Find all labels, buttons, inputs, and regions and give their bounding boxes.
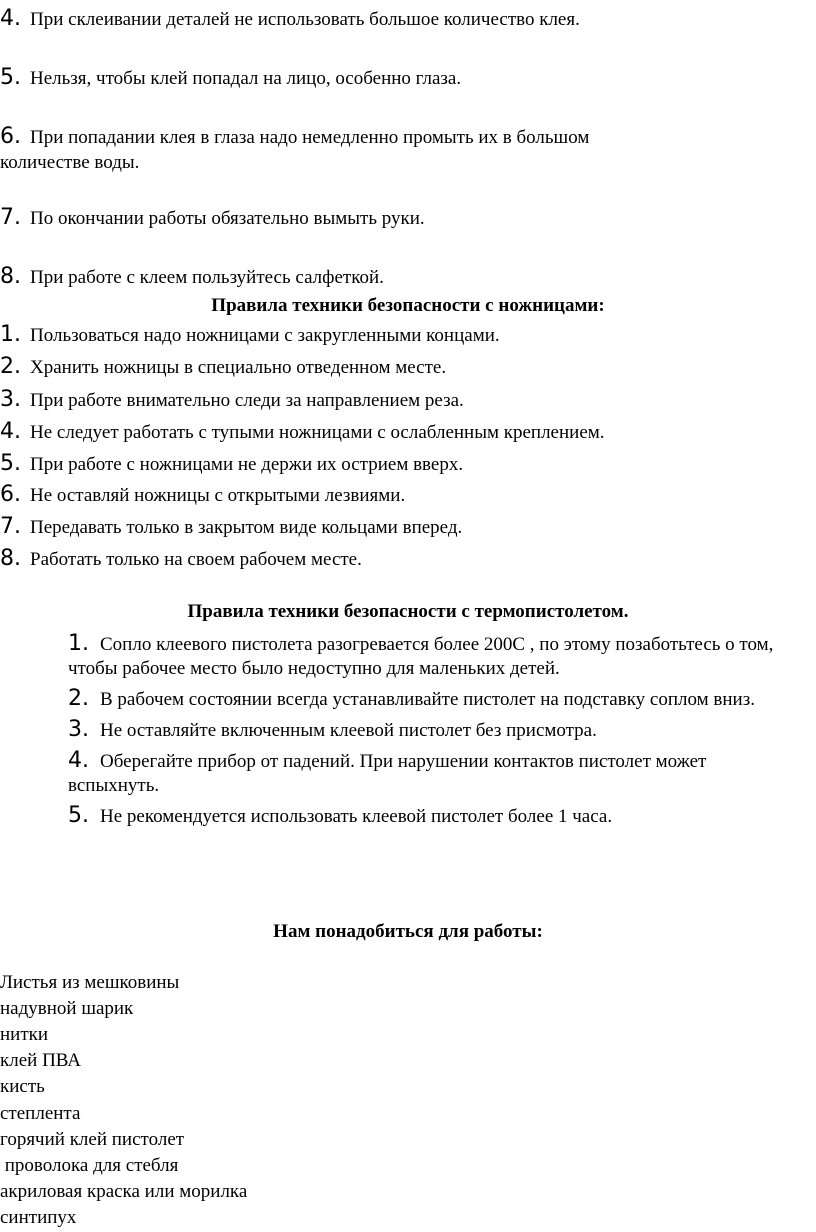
list-text: Сопло клеевого пистолета разогревается более 200С , по этому позаботьтесь о том, чтобы рабочее место было недоступно для маленьких детей. <box>68 634 774 679</box>
list-text: Не рекомендуется использовать клеевой пистолет более 1 часа. <box>100 806 613 827</box>
list-text: При попадании клея в глаза надо немедленно промыть их в большом <box>30 127 590 148</box>
list-text: Оберегайте прибор от падений. При нарушении контактов пистолет может вспыхнуть. <box>68 751 707 796</box>
glue-gun-rule <box>68 718 798 743</box>
materials-heading: Нам понадобиться для работы: <box>273 921 543 942</box>
scissors-rule <box>0 356 446 379</box>
list-text: Не оставляйте включенным клеевой пистолет без присмотра. <box>100 720 597 741</box>
list-text: При склеивании деталей не использовать большое количество клея. <box>30 9 580 30</box>
list-number: 6. <box>0 124 21 149</box>
list-number: 4. <box>68 748 89 773</box>
list-text: Пользоваться надо ножницами с закругленными концами. <box>30 325 500 346</box>
glue-gun-rule <box>68 804 798 829</box>
list-number: 7. <box>0 205 21 230</box>
scissors-rule <box>0 324 500 347</box>
glue-rule <box>0 207 425 230</box>
material-item: проволока для стебля <box>0 1155 179 1176</box>
list-number: 6. <box>0 482 21 507</box>
scissors-rule <box>0 389 464 412</box>
list-number: 5. <box>0 451 21 476</box>
list-text: Передавать только в закрытом виде кольцами вперед. <box>30 517 463 538</box>
list-number: 1. <box>0 322 21 347</box>
list-text: Нельзя, чтобы клей попадал на лицо, особенно глаза. <box>30 68 462 89</box>
glue-gun-heading: Правила техники безопасности с термопистолетом. <box>187 601 629 622</box>
list-number: 4. <box>0 6 21 31</box>
list-number: 2. <box>0 354 21 379</box>
glue-rule <box>0 126 589 149</box>
scissors-heading: Правила техники безопасности с ножницами: <box>211 295 605 316</box>
list-text: В рабочем состоянии всегда устанавливайте пистолет на подставку соплом вниз. <box>100 689 755 710</box>
scissors-rule <box>0 484 405 507</box>
scissors-rule <box>0 453 463 476</box>
list-number: 2. <box>68 686 89 711</box>
glue-rule-continuation: количестве воды. <box>0 152 140 173</box>
material-item: клей ПВА <box>0 1050 81 1071</box>
list-text: По окончании работы обязательно вымыть руки. <box>30 208 425 229</box>
glue-rule <box>0 266 384 289</box>
list-text: Работать только на своем рабочем месте. <box>30 549 362 570</box>
material-item: горячий клей пистолет <box>0 1129 185 1150</box>
list-number: 5. <box>68 803 89 828</box>
list-text: Не следует работать с тупыми ножницами с ослабленным креплением. <box>30 422 605 443</box>
list-number: 5. <box>0 65 21 90</box>
list-number: 3. <box>0 387 21 412</box>
material-item: степлента <box>0 1103 81 1124</box>
scissors-rule <box>0 516 462 539</box>
list-number: 8. <box>0 546 21 571</box>
list-number: 3. <box>68 717 89 742</box>
list-text: При работе внимательно следи за направлением реза. <box>30 390 464 411</box>
material-item: надувной шарик <box>0 998 134 1019</box>
material-item: синтипух <box>0 1207 77 1228</box>
list-number: 1. <box>68 631 89 656</box>
glue-gun-rule <box>68 749 798 798</box>
glue-rule <box>0 8 580 31</box>
material-item: кисть <box>0 1076 45 1097</box>
list-text: При работе с ножницами не держи их острием вверх. <box>30 454 464 475</box>
list-text: При работе с клеем пользуйтесь салфеткой. <box>30 267 384 288</box>
glue-gun-rules <box>68 632 798 829</box>
scissors-rule <box>0 421 605 444</box>
glue-rule <box>0 67 461 90</box>
list-text: Не оставляй ножницы с открытыми лезвиями. <box>30 485 406 506</box>
scissors-rule <box>0 548 362 571</box>
material-item: нитки <box>0 1024 49 1045</box>
list-number: 7. <box>0 514 21 539</box>
material-item: акриловая краска или морилка <box>0 1181 248 1202</box>
list-text: Хранить ножницы в специально отведенном месте. <box>30 357 447 378</box>
material-item: Листья из мешковины <box>0 972 180 993</box>
list-number: 8. <box>0 264 21 289</box>
list-number: 4. <box>0 419 21 444</box>
glue-gun-rule <box>68 687 798 712</box>
glue-gun-rule <box>68 632 798 681</box>
